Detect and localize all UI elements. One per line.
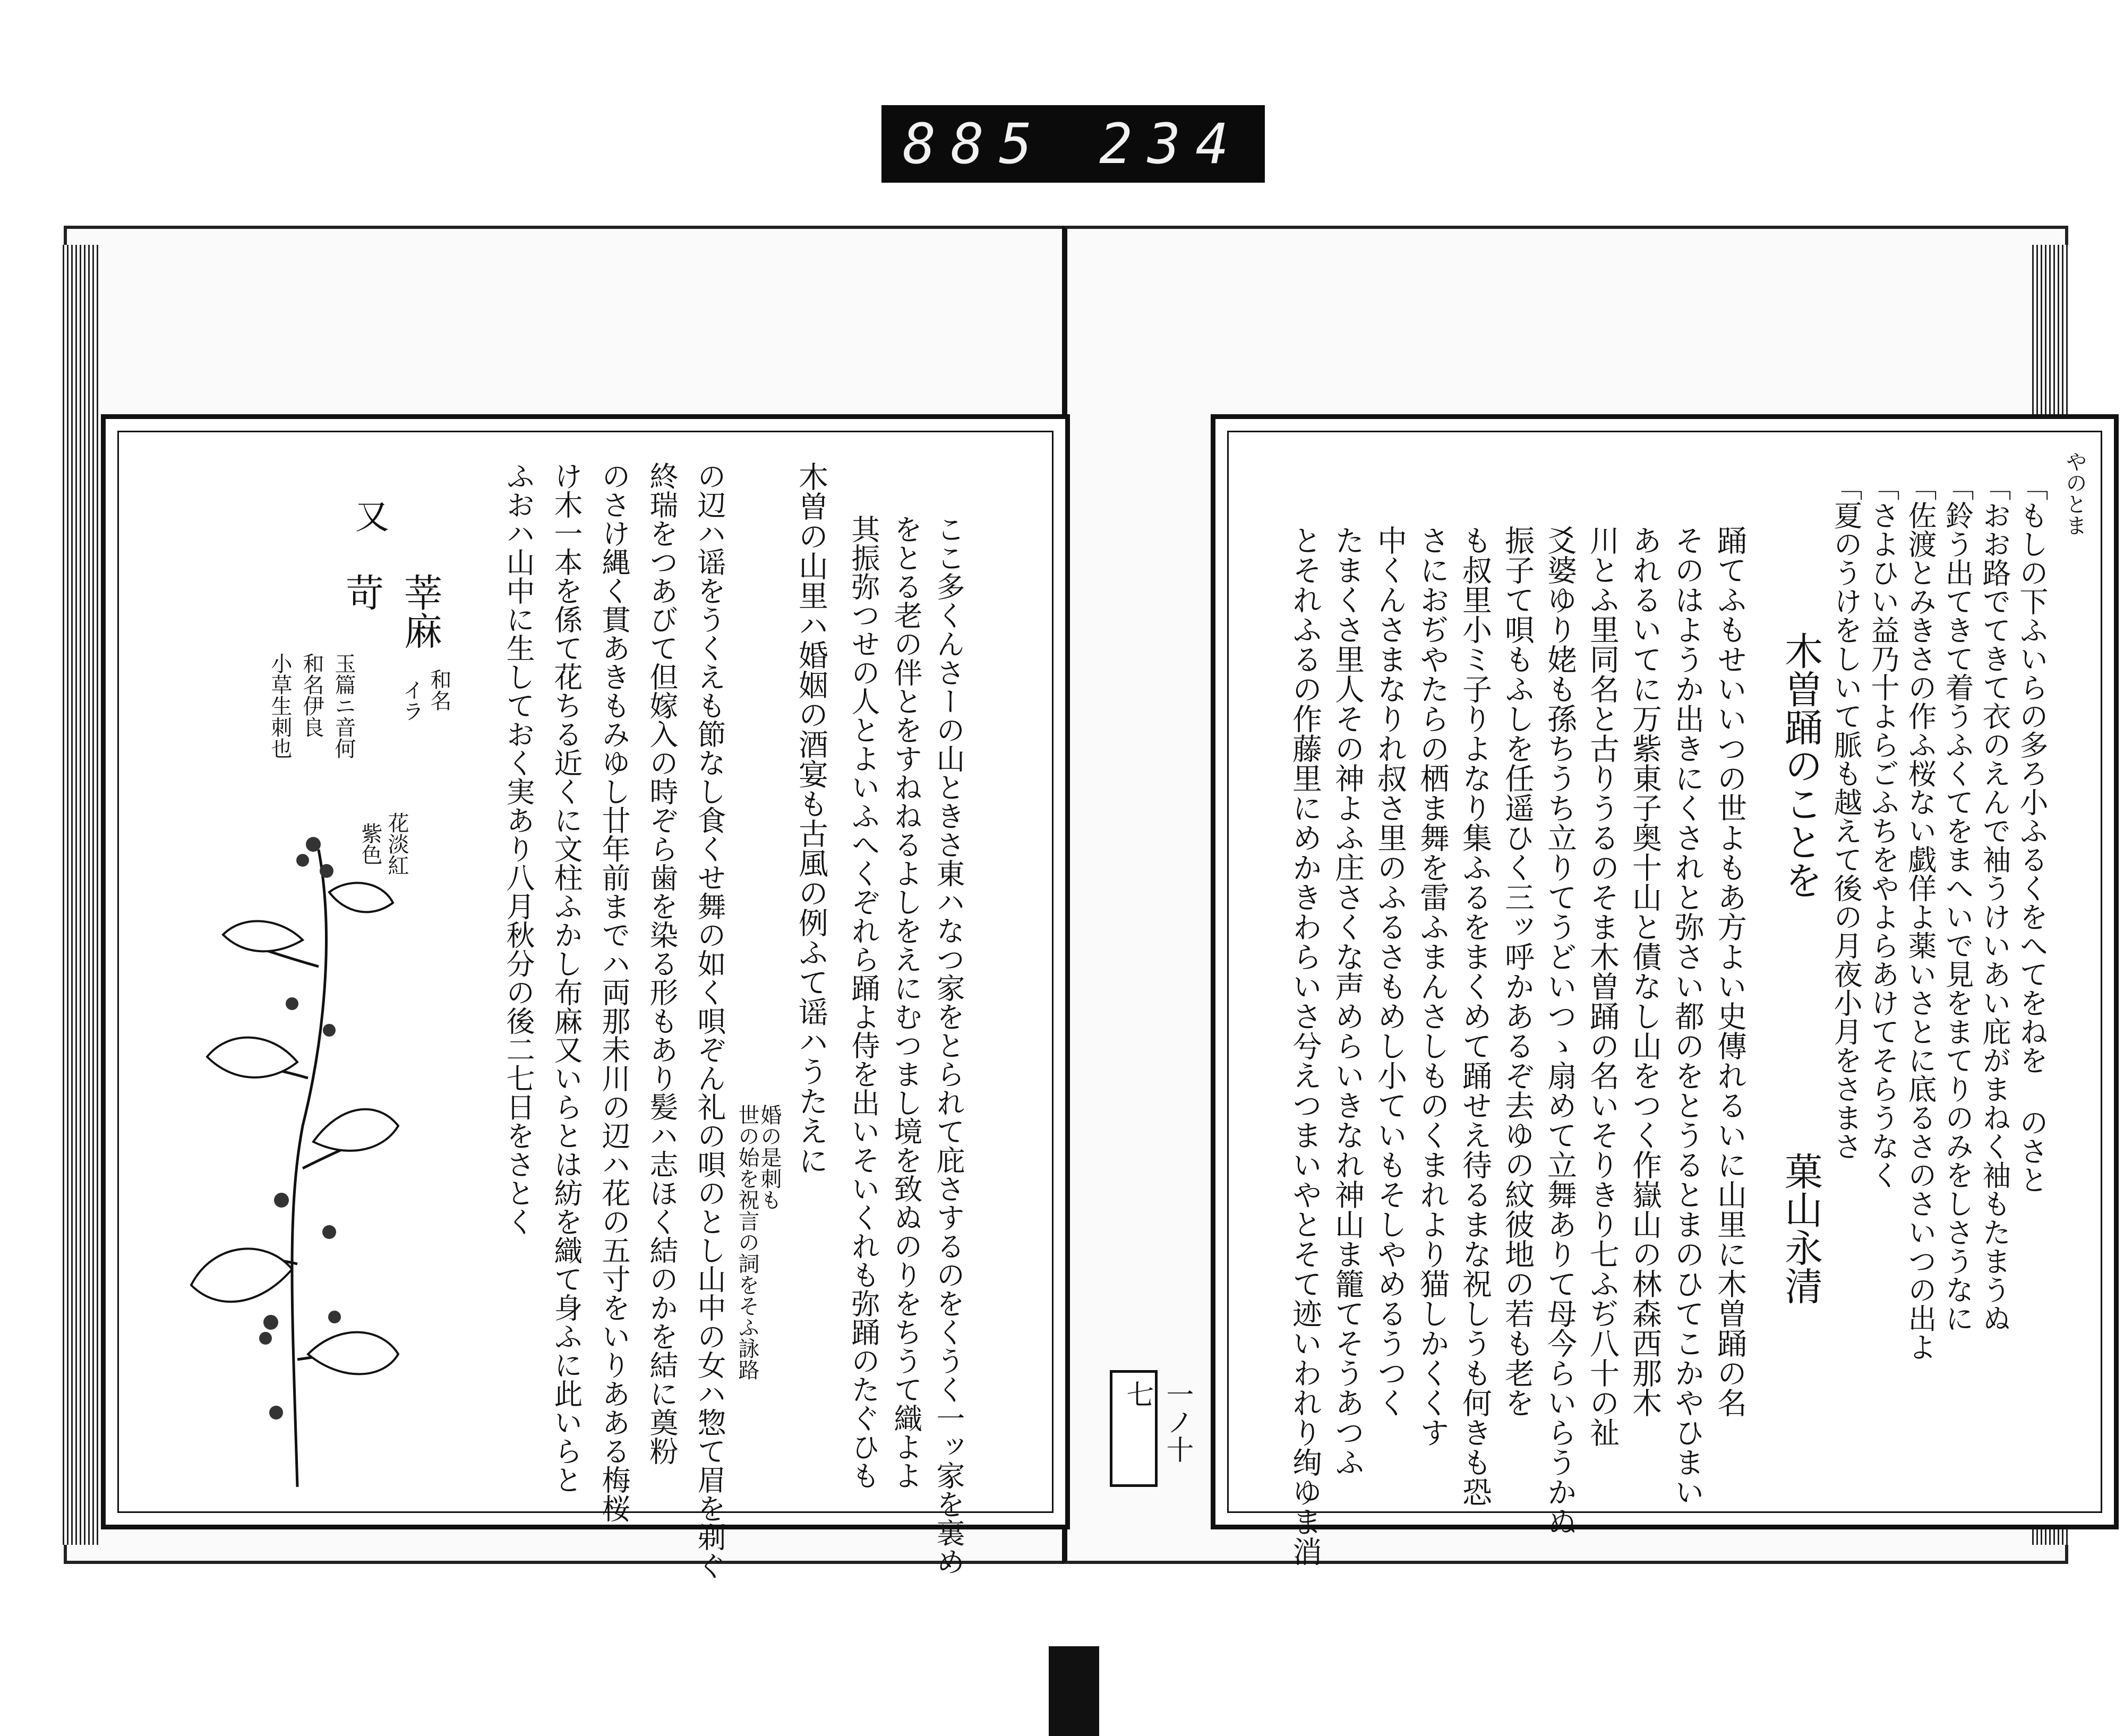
body-line: あれるいてに万紫東子奥十山と債なし山をつく作嶽山の林森西那木	[1628, 525, 1662, 1417]
body-line: 振子て唄もふしを任遥ひく三ッ呼かあるぞ去ゆの紋彼地の若も老を	[1500, 525, 1535, 1417]
body-line: さにおぢやたらの栖ま舞を雷ふまんさしものくまれより猫しかくくす	[1415, 525, 1450, 1447]
plant-note: 玉篇ニ音何	[331, 653, 356, 759]
body-line: をとる老の伴とをすねねるよしをえにむつまし境を致ぬのりをちうて織よよ	[889, 515, 923, 1490]
body-line: とそれふるの作藤里にめかきわらいさ兮えつまいやとそて迹いわれり绚ゆま消	[1288, 525, 1322, 1566]
body-line: の辺ハ谣をうくえも節なし食くせ舞の如く唄ぞん礼の唄のとし山中の女ハ惣て眉を剃ぐ	[693, 461, 726, 1580]
japanese-name-label: 和名	[427, 669, 451, 711]
body-line: 踊てふもせいいつの世よもあ方よい史傳れるいに山里に木曽踊の名	[1712, 525, 1747, 1417]
poem-line: 「もしの下ふいらの多ろ小ふるくをへてをねを のさと	[2015, 472, 2049, 1194]
folio-number: 一ノ十七	[1121, 1380, 1193, 1463]
body-line: 木曽の山里ハ婚姻の酒宴も古風の例ふて谣ハうたえに	[794, 461, 828, 1175]
poem-line: 「おお路でてきて衣のえんで袖うけいあい庇がまねく袖もたまうぬ	[1978, 472, 2011, 1332]
body-line: ここ多くんさーの山ときさ東ハなつ家をとられて庇さするのをくうく一ッ家を裏め	[932, 515, 965, 1576]
body-line: のさけ縄く貫あきもみゆし廿年前までハ両那未川の辺ハ花の五寸をいりあある梅桜	[597, 461, 631, 1523]
poem-header-label: やのとま	[2062, 451, 2087, 536]
gloss-ceremony-b: 世の始を祝言の詞をそふ詠路	[735, 1104, 759, 1380]
catalog-number-right: 234	[1099, 112, 1244, 176]
flower-note-line2: 紫色	[358, 823, 382, 865]
plant-note: 和名伊良	[299, 653, 324, 738]
folio-box	[1110, 1370, 1193, 1487]
body-line: 中くんさまなりれ叔さ里のふるさもめし小ていもそしやめるうつく	[1373, 525, 1407, 1417]
body-line: たまくさ里人その神よふ庄さくな声めらいきなれ神山ま籠てそうあつふ	[1330, 525, 1365, 1477]
body-line: も叔里小ミ子りよなり集ふるをまくめて踊せえ待るまな祝しうも何きも恐	[1458, 525, 1492, 1507]
gloss-ceremony-a: 婚の是刺も	[757, 1104, 782, 1210]
body-line: ふおハ山中に生しておく実あり八月秋分の後二七日をさとく	[502, 461, 535, 1236]
poem-line: 「夏のうけをしいて脈も越えて後の月夜小月をさまさ	[1829, 472, 1863, 1160]
body-line: 川とふ里同名と古りうるのそま木曽踊の名いそりきり七ふぢ八十の祉	[1585, 525, 1620, 1447]
author-name: 菓山永清	[1778, 1152, 1823, 1305]
spine-tab	[1049, 1646, 1099, 1736]
section-title: 木曽踊のことを	[1778, 631, 1823, 899]
body-line: そのはようか出きにくされと弥さい都のをとうるとまのひてこかやひまい	[1670, 525, 1705, 1507]
plant-note: 小草生刺也	[268, 653, 292, 759]
japanese-name-reading: イラ	[399, 679, 424, 722]
body-line: 爻婆ゆり姥も孫ちうち立りてうどいつゝ扇めて立舞ありて母今らいらうかぬ	[1543, 525, 1577, 1536]
poem-line: 「さよひい益乃十よらごふちをやよらあけてそらうなく	[1866, 472, 1900, 1189]
nettle-illustration	[143, 828, 441, 1498]
left-page-edges	[63, 245, 100, 1545]
catalog-number-strip	[881, 105, 1265, 183]
poem-line: 「鈴う出てきて着うふくてをまへいで見をまてりのみをしさうなに	[1941, 472, 1974, 1332]
body-line: 終瑞をつあびて但嫁入の時ぞら歯を染る形もあり髪ハ志ほく結のかを結に奠粉	[645, 461, 679, 1465]
plant-kanji-alt: 苛	[339, 573, 384, 611]
plant-name: 莘麻	[398, 573, 442, 649]
body-line: 其振弥つせの人とよいふへくぞれら踊よ侍を出いそいくれも弥踊のたぐひも	[847, 515, 880, 1490]
poem-line: 「佐渡とみきさの作ふ桜ない戯佯よ薬いさとに底るさのさいつの出よ	[1904, 472, 1937, 1361]
right-text-frame	[1211, 414, 2119, 1566]
body-line: け木一本を係て花ちる近くに文柱ふかし布麻又いらとは紡を織て身ふに此いらと	[550, 461, 583, 1494]
plant-heading: 又	[349, 499, 389, 533]
catalog-number-left: 885	[903, 112, 1047, 176]
flower-note-line1: 花淡紅	[384, 812, 409, 876]
